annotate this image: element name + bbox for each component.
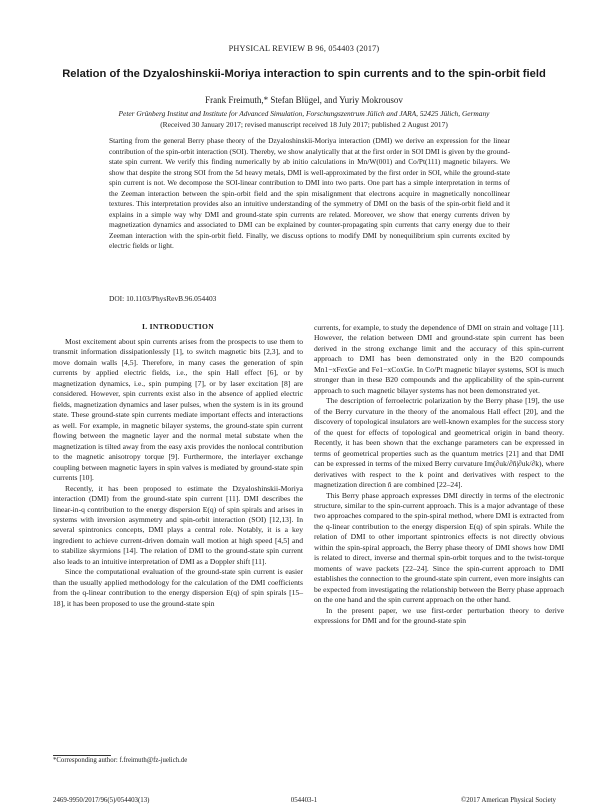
page-number: 054403-1 <box>290 797 318 804</box>
paragraph: In the present paper, we use first-order perturbation theory to derive expressions for DMI and for the ground-state spin <box>314 605 564 626</box>
author-list: Frank Freimuth,* Stefan Blügel, and Yuriy Mokrousov <box>205 95 403 105</box>
paper-title: Relation of the Dzyaloshinskii-Moriya interaction to spin currents and to the spin-orbit field <box>62 68 546 80</box>
doi-line <box>109 294 216 303</box>
paragraph: currents, for example, to study the dependence of DMI on strain and voltage [11]. However, the relation between DMI and ground-state spin current has been derived in the strong exchange limit and the accuracy of this spin-current approach to DMI has been demonstrated only in the B20 compounds Mn1−xFexGe and Fe1−xCoxGe. In Co/Pt magnetic bilayer systems, SOI is much stronger than in these B20 compounds and the applicability of the spin-current approach to such magnetic bilayer systems has not been demonstrated yet. <box>314 323 564 395</box>
abstract: Starting from the general Berry phase theory of the Dzyaloshinskii-Moriya interaction (DMI) we derive an expression for the linear contribution of the spin-orbit interaction (SOI). Thereby, we show analytically that at the first order in SOI DMI is given by the ground-state spin current. We verify this finding numerically by ab initio calculations in Mn/W(001) and Co/Pt(111) magnetic bilayers. We show that despite the strong SOI from the 5d heavy metals, DMI is well-approximated by the first order in SOI, while the ground-state spin current is not. We decompose the SOI-linear contribution to DMI into two parts. One part has a simple interpretation in terms of the Zeeman interaction between the spin-orbit field and the spin misalignment that electrons acquire in magnetically noncollinear textures. This interpretation provides also an intuitive understanding of the symmetry of DMI on the basis of the spin-orbit field and it explains in a simple way why DMI and ground-state spin currents are related. Moreover, we show that energy currents driven by magnetization dynamics and associated to DMI can be explained by counter-propagating spin currents that carry energy due to their Zeeman interaction with the spin-orbit field. Finally, we discuss options to modify DMI by nonequilibrium spin currents excited by electric fields or light. <box>109 136 510 251</box>
copyright: ©2017 American Physical Society <box>461 797 556 804</box>
left-column <box>53 337 303 609</box>
paragraph: Recently, it has been proposed to estimate the Dzyaloshinskii-Moriya interaction (DMI) from the ground-state spin current [11]. DMI describes the linear-in-q contribution to the energy dispersion E(q) of spin spirals and arises in systems with inversion asymmetry and spin-orbit interaction (SOI) [12,13]. In several spintronics concepts, DMI plays a central role. Notably, it is a key ingredient to achieve current-driven domain wall motion at high speed [4,5] and to stabilize skyrmions [14]. The relation of DMI to the ground-state spin current also leads to an intuitive interpretation of DMI as a Doppler shift [11]. <box>53 483 303 566</box>
received-dates: (Received 30 January 2017; revised manuscript received 18 July 2017; published 2 August 2017) <box>160 120 448 129</box>
doi-link[interactable]: 10.1103/PhysRevB.96.054403 <box>126 294 217 303</box>
paragraph: The description of ferroelectric polarization by the Berry phase [19], the use of the Berry curvature in the theory of the anomalous Hall effect [20], and the discovery of topological insulators are well-known examples for the success story of the quest for effects of topological and geometrical origin in band theory. Recently, it has been shown that the exchange parameters can be expressed in terms of geometrical properties such as the quantum metrics [21] and that DMI can be expressed in terms of the mixed Berry curvature Im(∂uk/∂n̂|∂uk/∂k), where derivatives with respect to the k point and derivatives with respect to the magnetization direction n̂ are combined [22–24]. <box>314 396 564 490</box>
footnote-rule <box>53 755 111 756</box>
footnote: *Corresponding author: f.freimuth@fz-juelich.de <box>53 757 188 764</box>
paragraph: Most excitement about spin currents arises from the prospects to use them to transmit information dissipationlessly [1], to switch magnetic bits [2,3], and to move domain walls [4,5]. Therefore, in many cases the generation of spin currents by applied electric fields, i.e., the spin Hall effect [6], or by magnetization dynamics, i.e., spin pumping [7], or by laser excitation [8] are considered. However, spin currents exist also in the absence of applied electric fields, magnetization dynamics and laser pulses, when the system is in its ground state. These ground-state spin currents mediate important effects and interactions as well. For example, in magnetic bilayer systems, the ground-state spin current flowing between the magnetic layer and the normal metal substate when the magnetization is tilted away from the easy axis provides the nonlocal contribution to the magnetic anisotropy torque [9]. Furthermore, the interlayer exchange coupling between magnetic layers in spin valves is mediated by ground-state spin currents [10]. <box>53 337 303 483</box>
right-column <box>314 323 564 627</box>
affiliation: Peter Grünberg Institut and Institute for Advanced Simulation, Forschungszentrum Jülich and JARA, 52425 Jülich, Germany <box>118 109 490 118</box>
section-heading: I. INTRODUCTION <box>141 322 214 331</box>
paragraph: Since the computational evaluation of the ground-state spin current is easier than the usually applied methodology for the calculation of the DMI coefficients from the q-linear contribution to the energy dispersion E(q) of spin spirals [15–18], it has been proposed to use the ground-state spin <box>53 567 303 608</box>
doi-label: DOI: <box>109 294 125 303</box>
footer-issn: 2469-9950/2017/96(5)/054403(13) <box>53 797 150 804</box>
journal-header: PHYSICAL REVIEW B 96, 054403 (2017) <box>228 44 380 53</box>
paragraph: This Berry phase approach expresses DMI directly in terms of the electronic structure, similar to the spin-current approach. This is a major advantage of these two approaches compared to the spin-spiral method, where DMI is extracted from the q-linear contribution to the energy dispersion E(q) of spin spirals. While the relation of DMI to other important spintronics effects is not directly obvious within the spin-spiral approach, the Berry phase theory of DMI shows how DMI is related to direct, inverse and thermal spin-orbit torques and to the twist-torque moments of wave packets [22–24]. Since the spin-current approach to DMI establishes the connection to the ground-state spin current, even more insights can be expected from investigating the relationship between the Berry phase approach on the one hand and the spin current approach on the other hand. <box>314 490 564 605</box>
